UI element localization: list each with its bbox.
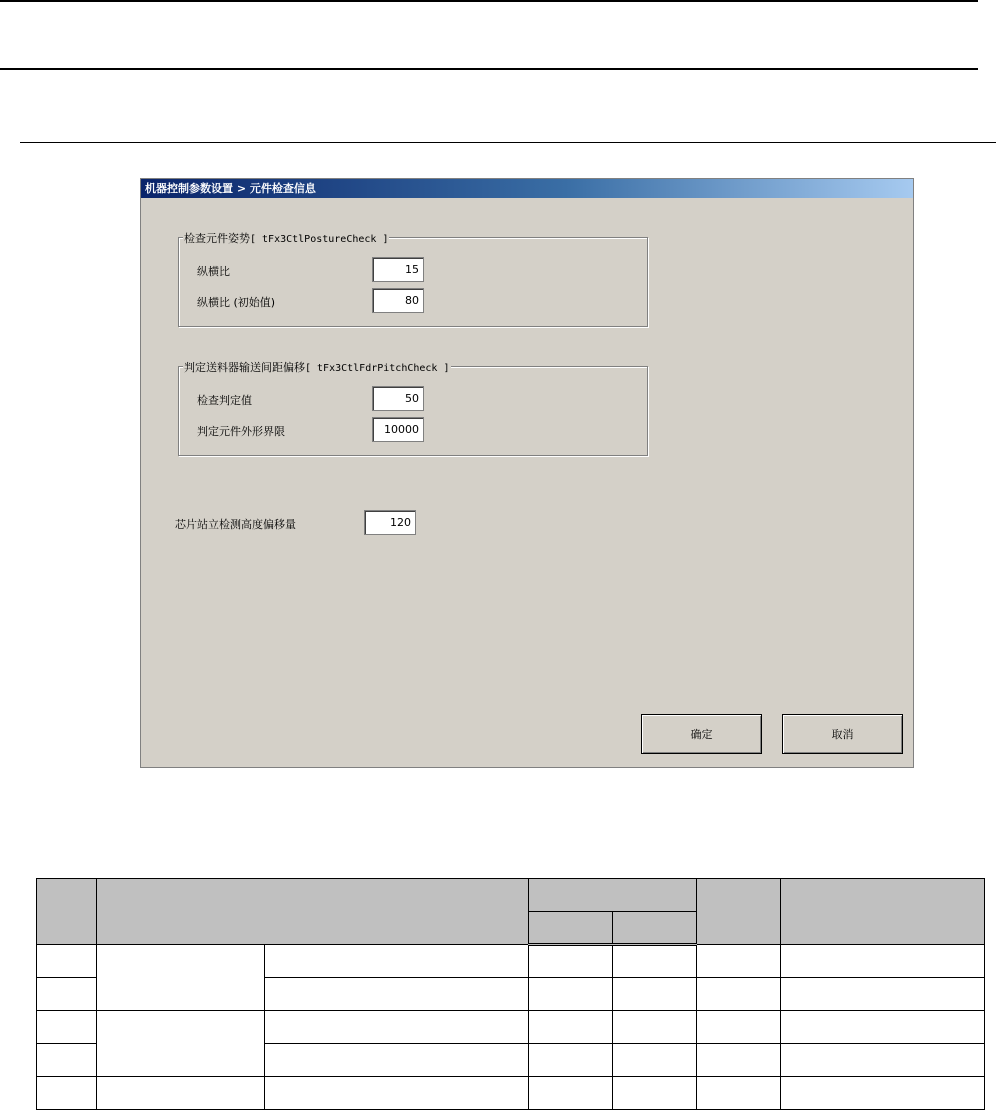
chip-stand-offset-label: 芯片站立检测高度偏移量 <box>175 518 296 531</box>
table-cell <box>697 1077 781 1110</box>
table-cell <box>37 1077 97 1110</box>
table-cell <box>97 1011 265 1077</box>
table-cell <box>613 1044 697 1077</box>
cancel-button[interactable]: 取消 <box>782 714 903 754</box>
table-cell <box>613 978 697 1011</box>
table-cell <box>697 978 781 1011</box>
table-cell <box>265 1077 529 1110</box>
table-cell <box>613 1077 697 1110</box>
posture-check-legend <box>183 230 389 246</box>
table-cell <box>37 1044 97 1077</box>
table-cell <box>781 1011 985 1044</box>
feeder-pitch-legend <box>183 359 451 375</box>
table-cell <box>697 945 781 978</box>
header-rule <box>0 68 978 70</box>
table-cell <box>97 1077 265 1110</box>
ok-button[interactable]: 确定 <box>641 714 762 754</box>
table-header-cell <box>37 879 97 945</box>
outline-limit-input[interactable] <box>372 417 424 442</box>
table-row <box>37 945 985 978</box>
table-cell <box>265 945 529 978</box>
table-cell <box>613 1011 697 1044</box>
table-header-cell <box>97 879 529 945</box>
table-cell <box>781 1044 985 1077</box>
top-rule <box>0 0 978 2</box>
aspect-ratio-initial-input[interactable] <box>372 288 424 313</box>
table-header-cell <box>781 879 985 945</box>
table-cell <box>781 945 985 978</box>
table-row <box>37 1077 985 1110</box>
table-cell <box>697 1011 781 1044</box>
table-cell <box>529 945 613 978</box>
table-cell <box>781 1077 985 1110</box>
table-header-cell <box>529 912 613 945</box>
table-header-cell <box>529 879 697 912</box>
table-cell <box>265 1011 529 1044</box>
check-judge-value-label: 检查判定值 <box>197 394 252 407</box>
table-cell <box>529 1044 613 1077</box>
feeder-pitch-legend-text: 判定送料器输送间距偏移 <box>184 361 305 374</box>
parameter-table <box>36 878 985 1110</box>
table-cell <box>529 1011 613 1044</box>
table-cell <box>265 1044 529 1077</box>
chip-stand-offset-input[interactable] <box>364 510 416 535</box>
feeder-pitch-legend-code: [ tFx3CtlFdrPitchCheck ] <box>305 363 450 374</box>
table-header-cell <box>697 879 781 945</box>
dialog-window <box>140 178 914 768</box>
outline-limit-label: 判定元件外形界限 <box>197 425 285 438</box>
table-cell <box>37 1011 97 1044</box>
dialog-title: 机器控制参数设置 > 元件检查信息 <box>141 179 913 198</box>
aspect-ratio-input[interactable] <box>372 257 424 282</box>
feeder-pitch-group <box>178 361 648 456</box>
table-cell <box>37 978 97 1011</box>
section-rule <box>20 142 996 143</box>
posture-check-legend-text: 检查元件姿势 <box>184 232 250 245</box>
table-row <box>37 1011 985 1044</box>
posture-check-legend-code: [ tFx3CtlPostureCheck ] <box>250 234 389 245</box>
table-cell <box>97 945 265 1011</box>
table-cell <box>613 945 697 978</box>
table-cell <box>265 978 529 1011</box>
table-cell <box>529 1077 613 1110</box>
table-cell <box>529 978 613 1011</box>
table-cell <box>37 945 97 978</box>
table-cell <box>781 978 985 1011</box>
check-judge-value-input[interactable] <box>372 386 424 411</box>
posture-check-group <box>178 232 648 327</box>
table-cell <box>697 1044 781 1077</box>
aspect-ratio-initial-label: 纵横比 (初始值) <box>197 296 276 309</box>
table-header-cell <box>613 912 697 945</box>
aspect-ratio-label: 纵横比 <box>197 265 230 278</box>
